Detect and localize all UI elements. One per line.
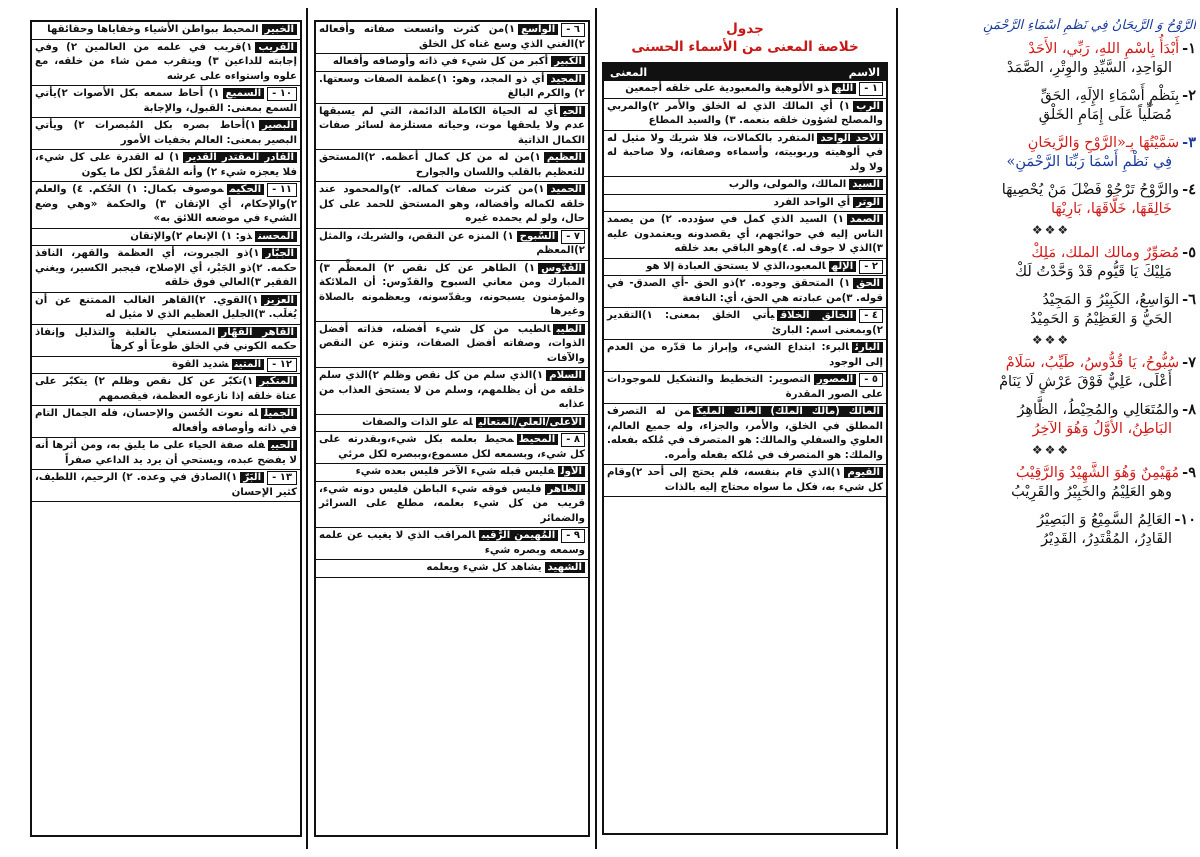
- poem-column: [906, 18, 1196, 837]
- entry-meaning: ١) أحاط سمعه بكل الأصوات ٢)يأتي السمع بمعنى: القبول، والإجابة: [35, 88, 297, 114]
- entry-name: الحميد: [547, 184, 585, 195]
- header-meaning: المعنى: [610, 66, 648, 79]
- entry-meaning: ١)الذي سلم من كل نقص وظلم ٢)الذي سلم خلقه من أن يظلمهم، وسلم من لا يستحق العذاب من عذابه: [319, 370, 585, 410]
- verse-line-2: البَاطِنُ، الأَوَّلُ وَهُوَ الآخِرُ: [1032, 421, 1172, 437]
- table-column-1: [602, 20, 888, 837]
- table-row: [32, 438, 300, 470]
- table-row: [32, 246, 300, 293]
- table-row: [316, 72, 588, 104]
- column-divider: [896, 8, 898, 849]
- entry-name: القيوم: [844, 467, 883, 478]
- entry-name: الطيب: [553, 324, 585, 335]
- entry-meaning: له علو الذات والصفات: [362, 416, 473, 428]
- entry-number: ٥ -: [859, 373, 883, 387]
- entry-meaning: الطيب من كل شيء أفضله، فذاته أفضل الذوات، وصفاته أفضل الصفات، وتنزه عن النقص والآفات: [319, 323, 585, 364]
- table-row: [604, 372, 886, 404]
- entries-list: [604, 81, 886, 497]
- entry-name: الأعلى/العلي/المتعالي: [476, 417, 585, 428]
- table-row: [604, 99, 886, 131]
- verse-text: سَمَّيْتُهَا بِـ«الرَّوْحِ وَالرَّيحَانِ: [1027, 135, 1180, 151]
- entry-meaning: ١)من كثرت صفات كماله. ٢)والمحمود عند خلقه لكماله وأفضاله، وهو المستحق للحمد على كل حال، ولو لم يحمده غيره: [319, 184, 585, 224]
- entry-name: الإله: [829, 261, 857, 272]
- verse-separator: ❖❖❖: [1031, 443, 1071, 457]
- entry-meaning: المتفرد بالكمالات، فلا شريك ولا مثيل له في ألوهيته وربوبيته، وأسماءه وصفاته، ولا صاحبة له ولا ولد: [607, 132, 883, 173]
- table-row: [604, 195, 886, 213]
- entry-meaning: المعبود،الذي لا يستحق العبادة إلا هو: [646, 260, 826, 272]
- verse: [906, 39, 1196, 78]
- table-row: [604, 212, 886, 259]
- verse-number: ٤-: [1182, 181, 1196, 198]
- table-row: [604, 308, 886, 340]
- table-row: [32, 118, 300, 150]
- entry-number: ١٠ -: [267, 87, 297, 101]
- verse-line-1: [906, 180, 1196, 200]
- verses-list: [906, 39, 1196, 549]
- table-row: [316, 415, 588, 433]
- entry-meaning: ١)ذو الجبروت، أي العظمة والقهر، النافذ حكمه. ٢)ذو الجَبْر، أي الإصلاح، فيجبر الكسير، ويغني الفقير ٣)العالي فوق خلقه: [35, 248, 297, 288]
- entry-name: العظيم: [544, 152, 585, 163]
- entry-number: ١ -: [859, 82, 883, 96]
- entry-name: الواسع: [518, 24, 558, 35]
- entry-meaning: فليس فوقه شيء الباطن فليس دونه شيء، قريب من كل شيء بعلمه، مطلع على السرائر والضمائر: [319, 483, 585, 524]
- table-row: [316, 368, 588, 415]
- entry-meaning: أكبر من كل شيء في ذاته وأوصافه وأفعاله: [332, 56, 549, 67]
- entry-name: المجيد: [547, 74, 585, 85]
- entry-meaning: المستعلي بالغلبة والتذليل وإنفاذ حكمه الكوني في الخلق طوعاً أو كرهاً: [35, 326, 297, 352]
- entry-name: الكبير: [551, 56, 585, 67]
- table-row: [316, 22, 588, 54]
- entry-meaning: المالك، والمولى، والرب: [728, 179, 847, 190]
- entry-name: الأحد الواحد: [817, 133, 883, 144]
- verse: [906, 510, 1196, 549]
- verse-number: ١٠-: [1174, 511, 1196, 528]
- table-row: [32, 150, 300, 182]
- entry-name: الحيي: [268, 440, 297, 451]
- entry-meaning: موصوف بكمال: ١) الحُكم. ٤) والعلم ٢)والإحكام، أي الإتقان ٣) والحكمة «وهي وضع الشيء في موضعه اللائق به»: [35, 184, 297, 224]
- verse-text: بِنَظْمِ أَسْمَاءِ الإِلَهِ، الحَقِّ: [1040, 88, 1180, 104]
- entry-name: القادر المقتدر القدير: [183, 152, 297, 163]
- entry-name: البارئ: [852, 342, 883, 353]
- verse-line-2: فِي نَظْمِ أَسْمَا رَبِّنَا الرَّحْمَنِ»: [1006, 154, 1172, 170]
- table-row: [32, 182, 300, 229]
- verse-text: مُهَيْمِنٌ وَهُوَ الشَّهِيْدُ وَالرَّقِيْبُ: [1015, 465, 1180, 481]
- entry-name: المتين: [232, 359, 265, 370]
- entry-number: ١١ -: [267, 183, 297, 197]
- entry-name: الله: [832, 83, 856, 94]
- entry-meaning: فليس قبله شيء الآخر فليس بعده شيء: [355, 466, 555, 477]
- entry-name: المُهيمن الرَّقيب: [479, 530, 559, 541]
- table-row: [316, 432, 588, 464]
- entry-meaning: ١)أحاط بصره بكل المُبصرات ٢) ويأتي البصير بمعنى: العالم بخفيات الأمور: [35, 120, 297, 146]
- table-row: [316, 54, 588, 72]
- entry-name: السُّبوح: [517, 231, 559, 242]
- column-divider: [306, 8, 308, 849]
- table-title-line2: خلاصة المعنى من الأسماء الحسنى: [631, 39, 859, 55]
- entry-number: ١٢ -: [267, 358, 297, 372]
- verse-separator: ❖❖❖: [1031, 223, 1071, 237]
- table-row: [316, 261, 588, 322]
- verse-line-2: وهو العَلِيْمُ والخَبِيْرُ والقَرِيْبُ: [1011, 484, 1172, 500]
- entry-meaning: ذو الألوهية والمعبودية على خلقه أجمعين: [625, 83, 830, 94]
- verse-line-2: مُصَلِّياً عَلَى إِمَامِ الخَلْقِ: [1038, 107, 1172, 123]
- table-row: [32, 325, 300, 357]
- entry-meaning: المراقب الذي لا يغيب عن علمه وسمعه وبصره شيء: [319, 530, 585, 556]
- entry-meaning: أي له الحياة الكاملة الدائمة، التي لم يسبقها عدم ولا يلحقها موت، وحياته مستلزمة لسائر صفات الكمال الذاتية: [319, 105, 585, 146]
- table-row: [316, 182, 588, 229]
- entry-name: المحيط: [517, 434, 559, 445]
- entry-name: الظاهر: [545, 484, 585, 495]
- header-name: الاسم: [848, 66, 880, 79]
- entry-meaning: أي الواحد الفرد: [773, 196, 851, 208]
- verse-text: والرَّوْحُ تَرْجُوْ فَضْلَ مَنْ يُحْصِيهَا: [1001, 182, 1180, 198]
- entry-meaning: ١) السيد الذي كمل في سؤدده. ٢) من يصمد الناس إليه في حوائجهم، أي يقصدونه ويعتمدون عليه ٣)الذي لا جوف له. ٤)وهو الباقي بعد خلقه: [607, 214, 883, 254]
- entry-meaning: يأتي الخلق بمعنى: ١)التقدير ٢)وبمعنى اسم: البارئ: [607, 310, 883, 336]
- column-divider: [595, 8, 597, 849]
- entry-name: القُدّوس: [538, 263, 585, 274]
- verse-separator: ❖❖❖: [1031, 333, 1071, 347]
- verse-number: ٢-: [1182, 87, 1196, 104]
- entries-list: [32, 22, 300, 502]
- entry-name: الرب: [853, 101, 883, 112]
- entry-meaning: من له التصرف المطلق في الخلق، والأمر، والجزاء، وله جميع العالم، العلوي والسفلي والمالك: هو المتصرف في مُلكه بفعله. والملك: هو المتصرف في مُلكه بفعله وأمره.: [607, 406, 883, 461]
- table-row: [32, 22, 300, 40]
- verse-number: ٦-: [1182, 291, 1196, 308]
- table-row: [316, 150, 588, 182]
- table-row: [32, 229, 300, 247]
- verse-line-2: أَعْلَى، عَلِيٌّ فَوْقَ عَرْشٍ لَا يَنَامْ: [999, 374, 1172, 390]
- verse-line-2: الحَيُّ وَ العَظِيْمُ وَ الحَمِيْدُ: [1030, 311, 1172, 327]
- entry-number: ١٣ -: [267, 471, 297, 485]
- entry-name: السميع: [223, 88, 265, 99]
- table-row: [316, 229, 588, 261]
- entry-name: الخالق الخلاق: [777, 310, 856, 321]
- verse-line-1: [906, 510, 1196, 530]
- entry-meaning: محيط بعلمه بكل شيء،وبقدرته على كل شيء، وبسمعه لكل مسموع،وببصره لكل مرئي: [319, 434, 585, 460]
- table-frame: [602, 62, 888, 835]
- entry-name: القاهر القهّار: [218, 327, 297, 338]
- verse: [906, 133, 1196, 172]
- entry-meaning: ١)الذي قام بنفسه، فلم يحتج إلى أحد ٢)وقام كل شيء به، فكل ما سواه محتاج إليه بالذات: [607, 467, 883, 493]
- verse-line-2: خَالِقَهَا، خَلَّاقَهَا، بَارِيْهَا: [1050, 201, 1172, 217]
- entries-list: [316, 22, 588, 578]
- entry-meaning: ١)من كثرت واتسعت صفاته وأفعاله ٢)الغني الذي وسع غناه كل الخلق: [319, 24, 585, 50]
- entry-meaning: له نعوت الحُسن والإحسان، فله الجمال التام في ذاته وأوصافه وأفعاله: [35, 408, 297, 434]
- entry-number: ٢ -: [859, 260, 883, 274]
- table-row: [316, 464, 588, 482]
- verse-text: سُبُّوحُ، يَا قُدُّوسُ، طَيِّبُ، سَلَامْ: [1005, 355, 1180, 371]
- entry-meaning: ١)قريب في علمه من العالمين ٢) وفي إجابته للداعين ٣) ويتقرب ممن شاء من خلقه، مع علوه واستواءه على عرشه: [35, 41, 298, 82]
- verse-number: ٧-: [1182, 354, 1196, 371]
- verse: [906, 353, 1196, 392]
- verse-number: ٨-: [1182, 401, 1196, 418]
- table-row: [32, 293, 300, 325]
- entry-name: السلام: [546, 370, 585, 381]
- entry-name: القريب: [255, 42, 297, 53]
- verse: [906, 243, 1196, 282]
- table-row: [316, 528, 588, 560]
- table-row: [316, 104, 588, 151]
- entry-name: المصور: [814, 374, 856, 385]
- entry-number: ٨ -: [561, 433, 585, 447]
- entry-meaning: أي ذو المجد، وهو: ١)عظمة الصفات وسعتها. ٢) والكرم البالغ: [319, 73, 585, 99]
- entry-meaning: ذو: ١) الإنعام ٢)والإتقان: [130, 230, 252, 242]
- verse-text: العَالِمُ السَّمِيْعُ وَ البَصِيْرُ: [1037, 512, 1172, 528]
- entry-name: السيد: [849, 179, 883, 190]
- entry-meaning: ١)تكبّر عن كل نقص وظلم ٢) يتكبّر على عتاة خلقه إذا نازعوه العظمة، فيقصمهم: [35, 376, 297, 402]
- entry-meaning: التصوير: التخطيط والتشكيل للموجودات على الصور المقدرة: [607, 374, 883, 400]
- verse-line-1: [906, 400, 1196, 420]
- entry-meaning: شديد القوة: [171, 358, 229, 370]
- table-row: [32, 86, 300, 118]
- entry-name: الشهيد: [545, 562, 585, 573]
- table-row: [604, 259, 886, 277]
- entry-meaning: ١) المتحقق وجوده. ٢)ذو الحق -أي الصدق- في قوله. ٣)من عبادته هي الحق، أي: النافعة: [607, 278, 883, 304]
- entry-meaning: ١) الطاهر عن كل نقص ٢) المعظَّم ٣) المبارك ومن معاني السبوح والقدّوس: أن الملائكة والمؤمنون يسبحونه، ويقدّسونه، ويعظمونه بالصلاة وغيرها: [319, 262, 585, 317]
- table-column-2: [314, 20, 590, 837]
- entry-name: الحق: [853, 278, 883, 289]
- verse: [906, 86, 1196, 125]
- table-row: [32, 470, 300, 502]
- entry-name: الأول: [558, 466, 585, 477]
- verse-line-1: [906, 353, 1196, 373]
- verse-text: مُصَوِّرٌ ومالك الملك، مَلِكْ: [1031, 245, 1180, 261]
- entry-name: الخبير: [262, 24, 297, 35]
- table-header: [604, 64, 886, 81]
- entry-meaning: يشاهد كل شيء ويعلمه: [426, 562, 542, 573]
- table-row: [32, 374, 300, 406]
- table-row: [316, 322, 588, 369]
- verse-line-1: [906, 243, 1196, 263]
- verse: [906, 400, 1196, 439]
- verse-text: الوَاسِعُ، الكَبِيْرُ وَ المَجِيْدُ: [1042, 292, 1180, 308]
- entry-number: ٤ -: [859, 309, 883, 323]
- table-row: [604, 276, 886, 308]
- poem-title: الرَّوْحُ وَ الرَّيحَانُ فِي نَظْمِ أَسْمَاءِ الرَّحْمَنِ: [982, 18, 1196, 33]
- verse-line-1: [906, 86, 1196, 106]
- entry-meaning: ١)الصادق في وعده. ٢) الرحيم، اللطيف، كثير الإحسان: [35, 472, 297, 498]
- entry-meaning: ١)من له من كل كمال أعظمه. ٢)المستحق للتعظيم بالقلب واللسان والجوارح: [319, 152, 585, 178]
- table-row: [604, 131, 886, 178]
- entry-name: الجميل: [261, 408, 297, 419]
- entry-name: الحي: [560, 106, 585, 117]
- verse-line-1: [906, 133, 1196, 153]
- entry-name: البَرّ: [240, 472, 264, 483]
- table-row: [604, 465, 886, 497]
- verse-number: ٣-: [1182, 134, 1196, 151]
- entry-name: الحكيم: [227, 184, 265, 195]
- table-row: [32, 406, 300, 438]
- entry-name: العزيز: [261, 295, 297, 306]
- entry-number: ٧ -: [561, 230, 585, 244]
- verse-number: ١-: [1182, 40, 1196, 57]
- entry-meaning: ١) له القدرة على كل شيء، فلا يعجزه شيء ٢) وأنه المُقدِّر لكل ما يكون: [35, 152, 297, 178]
- verse: [906, 463, 1196, 502]
- verse-line-2: مَلِيْكَ يَا قَيُّوم قَدْ وَحَّدْتُ لَكْ: [1015, 264, 1172, 280]
- entry-number: ٦ -: [561, 23, 585, 37]
- entry-meaning: فله صفة الحياء على ما يليق به، ومن أثرها أنه لا يفضح عبده، ويستحي أن يرد يد الداعي صفراً: [35, 440, 297, 466]
- table-row: [604, 340, 886, 372]
- table-row: [604, 81, 886, 99]
- entry-meaning: البرء: ابتداع الشيء، وإبراز ما قدّره من العدم إلى الوجود: [607, 342, 883, 368]
- entry-meaning: ١) أي المالك الذي له الخلق والأمر ٢)والمربي والمصلح لشؤون خلقه بنعمه. ٣) والسيد المطاع: [607, 100, 883, 126]
- verse-line-1: [906, 463, 1196, 483]
- table-row: [32, 357, 300, 375]
- verse: [906, 290, 1196, 329]
- verse-line-2: الوَاحِدِ، السَّيِّدِ والوِتْرِ، الصَّمَدْ: [1006, 60, 1172, 76]
- table-row: [316, 560, 588, 578]
- verse-line-1: [906, 39, 1196, 59]
- verse-number: ٥-: [1182, 244, 1196, 261]
- entry-name: المحسن: [255, 231, 297, 242]
- entry-name: المتكبر: [256, 376, 297, 387]
- verse-line-2: القَادِرُ، المُقْتَدِرُ، القَدِيْرُ: [1041, 531, 1172, 547]
- entry-name: الوتر: [853, 197, 883, 208]
- verse-number: ٩-: [1182, 464, 1196, 481]
- verse-text: والمُتَعَالِي والمُحِيْطُ، الظَّاهِرُ: [1017, 402, 1180, 418]
- entry-meaning: ١)القوي. ٢)القاهر الغالب الممتنع عن أن يُغلَب. ٣)الجليل العظيم الذي لا مثيل له: [35, 294, 297, 320]
- verse-line-1: [906, 290, 1196, 310]
- entry-name: المالك (مالك الملك) الملك المليك: [693, 406, 883, 417]
- table-row: [604, 404, 886, 465]
- table-frame: [314, 20, 590, 837]
- entry-meaning: المحيط ببواطن الأشياء وخفاياها وحقائقها: [47, 24, 259, 35]
- table-column-3: [30, 20, 302, 837]
- entry-name: الصمد: [847, 214, 883, 225]
- entry-meaning: ١) المنزه عن النقص، والشريك، والمثل ٢)المعظم: [319, 230, 585, 256]
- verse-text: أَبْدَأُ بِاسْمِ اللهِ، رَبِّي، الأَحَدْ: [1028, 41, 1180, 57]
- verse: [906, 180, 1196, 219]
- entry-name: الجبّار: [262, 248, 297, 259]
- table-row: [604, 177, 886, 195]
- table-row: [316, 482, 588, 529]
- table-title-line1: جدول: [726, 21, 764, 37]
- entry-name: البصير: [259, 120, 297, 131]
- table-frame: [30, 20, 302, 837]
- table-title: [602, 20, 888, 56]
- table-row: [32, 40, 300, 87]
- entry-number: ٩ -: [561, 529, 585, 543]
